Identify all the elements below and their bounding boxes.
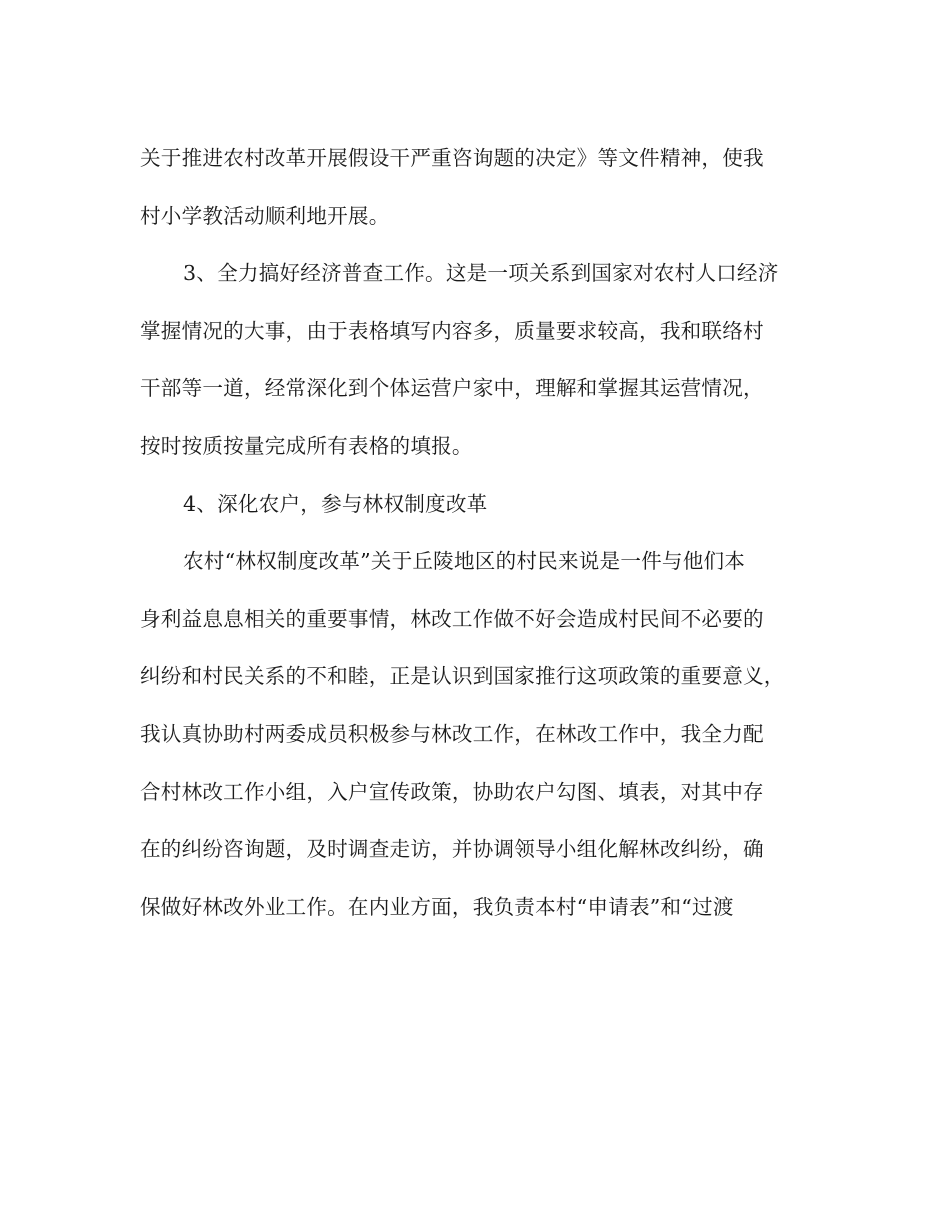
paragraph-start: 农村“林权制度改革”关于丘陵地区的村民来说是一件与他们本 [183,549,746,574]
section-heading: 4、深化农户，参与林权制度改革 [183,491,488,516]
text-line: 我认真协助村两委成员积极参与林改工作，在林改工作中，我全力配 [140,721,764,746]
text-line: 关于推进农村改革开展假设干严重咨询题的决定》等文件精神，使我 [140,146,764,170]
text-line: 合村林改工作小组，入户宣传政策，协助农户勾图、填表，对其中存 [140,779,764,804]
text-line: 掌握情况的大事，由于表格填写内容多，质量要求较高，我和联络村 [140,318,764,343]
text-line: 在的纠纷咨询题，及时调查走访，并协调领导小组化解林改纠纷，确 [140,837,764,862]
text-line: 纠纷和村民关系的不和睦，正是认识到国家推行这项政策的重要意义， [140,664,785,689]
text-line: 身利益息息相关的重要事情，林改工作做不好会造成村民间不必要的 [140,606,764,631]
paragraph-start: 3、全力搞好经济普查工作。这是一项关系到国家对农村人口经济 [183,261,779,286]
text-line: 保做好林改外业工作。在内业方面，我负责本村“申请表”和“过渡 [140,894,734,919]
text-line: 干部等一道，经常深化到个体运营户家中，理解和掌握其运营情况， [140,376,764,401]
text-line: 按时按质按量完成所有表格的填报。 [140,433,473,458]
document-body [140,135,830,941]
text-line: 村小学教活动顺利地开展。 [140,203,390,228]
